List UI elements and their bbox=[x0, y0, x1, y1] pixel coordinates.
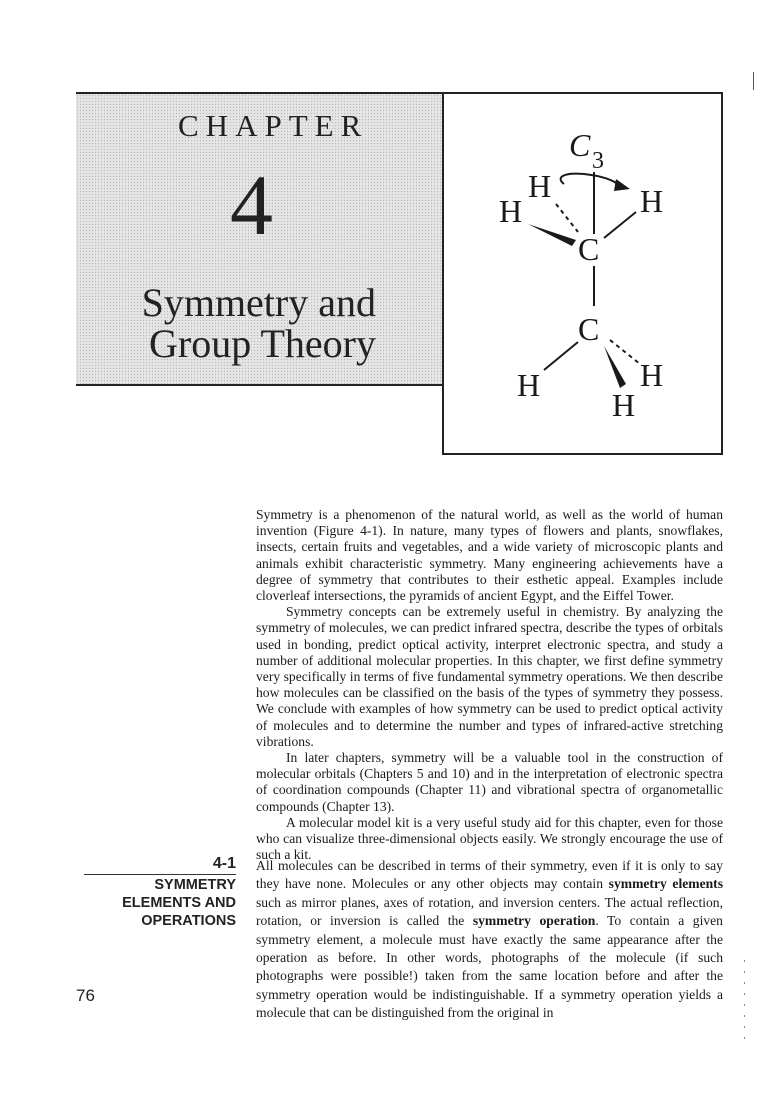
atom-h: H bbox=[612, 387, 636, 423]
chapter-number: 4 bbox=[230, 157, 273, 253]
atom-h: H bbox=[528, 168, 552, 204]
text-run: such as mirror planes, axes of rotation, and inversion centers. The actual reflection, rotation, or inversion is called the bbox=[256, 894, 723, 929]
axis-label: C bbox=[569, 127, 591, 163]
atom-h: H bbox=[499, 193, 523, 229]
page-number: 76 bbox=[76, 986, 95, 1005]
ethane-structure bbox=[444, 94, 725, 457]
section-body bbox=[256, 857, 723, 1023]
atom-h: H bbox=[640, 357, 664, 393]
atom-h: H bbox=[640, 183, 664, 219]
section-title-line: SYMMETRY bbox=[154, 877, 236, 893]
paragraph: Symmetry concepts can be extremely useful in chemistry. By analyzing the symmetry of molecules, we can predict infrared spectra, describe the types of orbitals used in bonding, predict optical activity, interpret electronic spectra, and study a number of additional molecular properties. In this chapter, we first define symmetry very specifically in terms of five fundamental symmetry operations. We then describe how molecules can be classified on the basis of the types of symmetry they possess. We conclude with examples of how symmetry can be used to predict optical activity of molecules and to determine the number and types of infrared-active stretching vibrations. bbox=[256, 604, 723, 749]
key-term: symmetry elements bbox=[608, 876, 723, 892]
text-run: All molecules can be described in terms of their symmetry, even if it is only to say they have none. Molecules or any other objects may contain bbox=[256, 858, 723, 892]
margin-mark bbox=[744, 960, 745, 1040]
bond bbox=[604, 212, 636, 238]
section-title-line: ELEMENTS AND bbox=[122, 895, 236, 911]
chapter-title-line: Group Theory bbox=[149, 321, 376, 366]
section-rule bbox=[84, 874, 236, 875]
section-title bbox=[66, 876, 236, 930]
rotation-arrowhead bbox=[614, 179, 630, 191]
chapter-intro bbox=[256, 507, 723, 863]
chapter-label: CHAPTER bbox=[178, 108, 369, 143]
paragraph: Symmetry is a phenomenon of the natural world, as well as the world of human invention (Figure 4-1). In nature, many types of flowers and plants, snowflakes, insects, certain fruits and vegetables, and a wide variety of microscopic plants and animals exhibit characteristic symmetry. Many engineering achievements have a degree of symmetry that contributes to their esthetic appeal. Examples include cloverleaf intersections, the pyramids of ancient Egypt, and the Eiffel Tower. bbox=[256, 507, 723, 604]
section-title-line: OPERATIONS bbox=[141, 913, 236, 929]
section-number: 4-1 bbox=[212, 855, 236, 872]
paragraph: In later chapters, symmetry will be a valuable tool in the construction of molecular orbitals (Chapters 5 and 10) and in the interpretation of electronic spectra of coordination compounds (Chapter 11) and vibrational spectra of organometallic compounds (Chapter 13). bbox=[256, 750, 723, 814]
wedge-bond bbox=[528, 224, 576, 246]
text-run: . To contain a given symmetry element, a molecule must have exactly the same appearance after the operation as before. In other words, photographs of the molecule (if such photographs were possible!) taken from the same location before and after the symmetry operation would be indistinguishable. If a symmetry operation yields a molecule that can be distinguished from the original in bbox=[256, 913, 723, 1021]
hashed-bond bbox=[556, 204, 578, 232]
chapter-title-line: Symmetry and bbox=[141, 280, 376, 325]
chapter-title bbox=[76, 282, 376, 364]
ethane-figure bbox=[442, 92, 723, 455]
atom-h: H bbox=[517, 367, 541, 403]
axis-subscript: 3 bbox=[592, 148, 604, 174]
hashed-bond bbox=[610, 340, 640, 364]
bond bbox=[544, 342, 578, 370]
paragraph bbox=[256, 857, 723, 1023]
wedge-bond bbox=[604, 346, 626, 388]
paragraph: A molecular model kit is a very useful study aid for this chapter, even for those who can visualize three-dimensional objects easily. We strongly encourage the use of such a kit. bbox=[256, 814, 723, 863]
atom-c: C bbox=[578, 311, 600, 347]
key-term: symmetry operation bbox=[472, 913, 596, 929]
atom-c: C bbox=[578, 231, 600, 267]
margin-mark bbox=[753, 72, 754, 90]
rotation-arrow bbox=[561, 174, 620, 186]
